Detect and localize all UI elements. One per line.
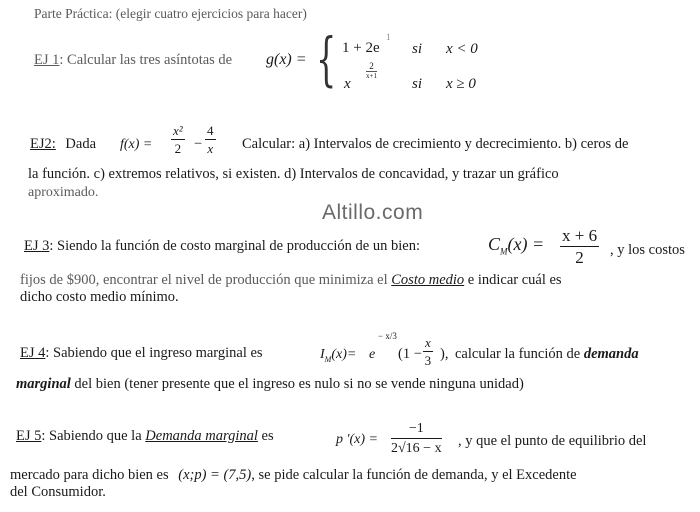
ej1-case2-si: si bbox=[412, 76, 423, 92]
watermark-logo: Altillo.com bbox=[322, 201, 424, 224]
ej2-frac2-den: x bbox=[207, 141, 214, 156]
ej2-fraction-2 bbox=[205, 122, 216, 157]
ej2-label: EJ2: bbox=[30, 136, 56, 152]
ej3-costo-medio: Costo medio bbox=[391, 272, 465, 288]
ej2-line3: aproximado. bbox=[28, 185, 99, 200]
ej4-line2 bbox=[16, 376, 524, 393]
ej1-case1-exponent: 1 bbox=[386, 32, 391, 42]
ej3-fraction bbox=[560, 225, 599, 268]
ej5-label: EJ 5 bbox=[16, 428, 42, 444]
ej3-frac-den: 2 bbox=[575, 248, 584, 267]
ej3-func-rest: (x) = bbox=[507, 234, 545, 254]
ej5-line2 bbox=[10, 467, 577, 484]
ej3-line1 bbox=[24, 238, 420, 255]
ej5-line2-a: mercado para dicho bien es bbox=[10, 467, 169, 483]
ej3-func-sub: M bbox=[500, 246, 508, 257]
ej5-line2-b: , se pide calcular la función de demanda, y el Excedente bbox=[251, 467, 577, 483]
practice-header: Parte Práctica: (elegir cuatro ejercicios para hacer) bbox=[34, 6, 307, 21]
ej1-case2-exponent bbox=[366, 62, 377, 81]
ej5-line3: del Consumidor. bbox=[10, 484, 106, 500]
ej2-frac1-den: 2 bbox=[174, 141, 182, 156]
ej4-exponent: − x/3 bbox=[378, 331, 397, 341]
ej4-text-after: calcular la función de bbox=[455, 346, 581, 362]
ej1-case2-condition: x ≥ 0 bbox=[446, 76, 476, 92]
ej5-demanda-marginal: Demanda marginal bbox=[145, 428, 258, 444]
ej4-label: EJ 4 bbox=[20, 345, 46, 361]
ej4-func-sub: M bbox=[324, 354, 332, 364]
ej1-case1-si: si bbox=[412, 41, 423, 57]
ej2-frac2-num: 4 bbox=[207, 123, 214, 138]
ej2-frac1-num: x² bbox=[173, 123, 183, 138]
ej5-text: : Sabiendo que la bbox=[41, 428, 142, 444]
ej5-fraction bbox=[391, 419, 442, 458]
ej5-frac-num: −1 bbox=[391, 419, 442, 439]
ej4-text: : Sabiendo que el ingreso marginal es bbox=[45, 345, 263, 361]
ej1-case1-condition: x < 0 bbox=[446, 41, 478, 57]
ej4-function-name bbox=[320, 346, 356, 368]
ej1-brace: { bbox=[316, 25, 337, 93]
ej4-demanda: demanda bbox=[583, 346, 639, 362]
ej4-func-rest: (x)= bbox=[331, 347, 357, 362]
ej5-equilibrium-point: (x;p) = (7,5) bbox=[178, 467, 252, 483]
ej4-func-i: I bbox=[320, 347, 325, 362]
ej3-function-name bbox=[488, 236, 544, 261]
ej2-line1-left bbox=[30, 136, 96, 153]
ej2-dada: Dada bbox=[65, 136, 96, 152]
ej2-function-name: f(x) = bbox=[120, 137, 153, 152]
ej3-line2-b: e indicar cuál es bbox=[467, 272, 562, 288]
ej3-frac-num: x + 6 bbox=[562, 226, 598, 245]
ej2-minus: − bbox=[194, 136, 203, 152]
ej4-paren-close: ), bbox=[440, 346, 449, 362]
ej4-line2-rest: del bien (tener presente que el ingreso es nulo si no se vende ninguna unidad) bbox=[70, 376, 524, 392]
ej3-func-c: C bbox=[488, 234, 501, 254]
ej5-function-name: p '(x) = bbox=[336, 432, 378, 447]
ej1-line bbox=[34, 52, 232, 69]
ej1-label: EJ 1 bbox=[34, 52, 60, 68]
ej1-case2-exp-num: 2 bbox=[366, 62, 377, 72]
ej4-fraction bbox=[423, 334, 433, 369]
ej3-line1-rest: , y los costos bbox=[610, 242, 685, 258]
ej4-frac-den: 3 bbox=[424, 353, 432, 368]
ej1-text: : Calcular las tres asíntotas de bbox=[59, 52, 233, 68]
ej4-marginal: marginal bbox=[16, 376, 71, 392]
ej3-line3: dicho costo medio mínimo. bbox=[20, 289, 179, 305]
ej2-line1-rest: Calcular: a) Intervalos de crecimiento y decrecimiento. b) ceros de bbox=[242, 136, 629, 152]
ej3-label: EJ 3 bbox=[24, 238, 50, 254]
ej3-text: : Siendo la función de costo marginal de producción de un bien: bbox=[49, 238, 420, 254]
ej1-case1-expr: 1 + 2e bbox=[342, 40, 380, 56]
ej4-line1 bbox=[20, 345, 263, 362]
ej2-line2: la función. c) extremos relativos, si existen. d) Intervalos de concavidad, y trazar un gráfico bbox=[28, 166, 559, 182]
ej5-frac-den: 2√16 − x bbox=[391, 441, 442, 456]
ej4-frac-num: x bbox=[425, 335, 431, 350]
ej4-line1-rest bbox=[455, 346, 639, 363]
ej5-es: es bbox=[261, 428, 274, 444]
ej3-line2 bbox=[20, 272, 562, 289]
ej5-line1 bbox=[16, 428, 274, 445]
ej1-function-name: g(x) = bbox=[266, 51, 307, 68]
ej5-line1-rest: , y que el punto de equilibrio del bbox=[458, 433, 647, 449]
ej4-base: e bbox=[369, 347, 376, 362]
ej4-paren-open: (1 − bbox=[398, 346, 422, 362]
ej1-case2-expr: x bbox=[344, 76, 351, 92]
ej1-case2-exp-den: x+1 bbox=[366, 72, 377, 80]
ej2-fraction-1 bbox=[171, 122, 185, 157]
ej3-line2-a: fijos de $900, encontrar el nivel de producción que minimiza el bbox=[20, 272, 388, 288]
